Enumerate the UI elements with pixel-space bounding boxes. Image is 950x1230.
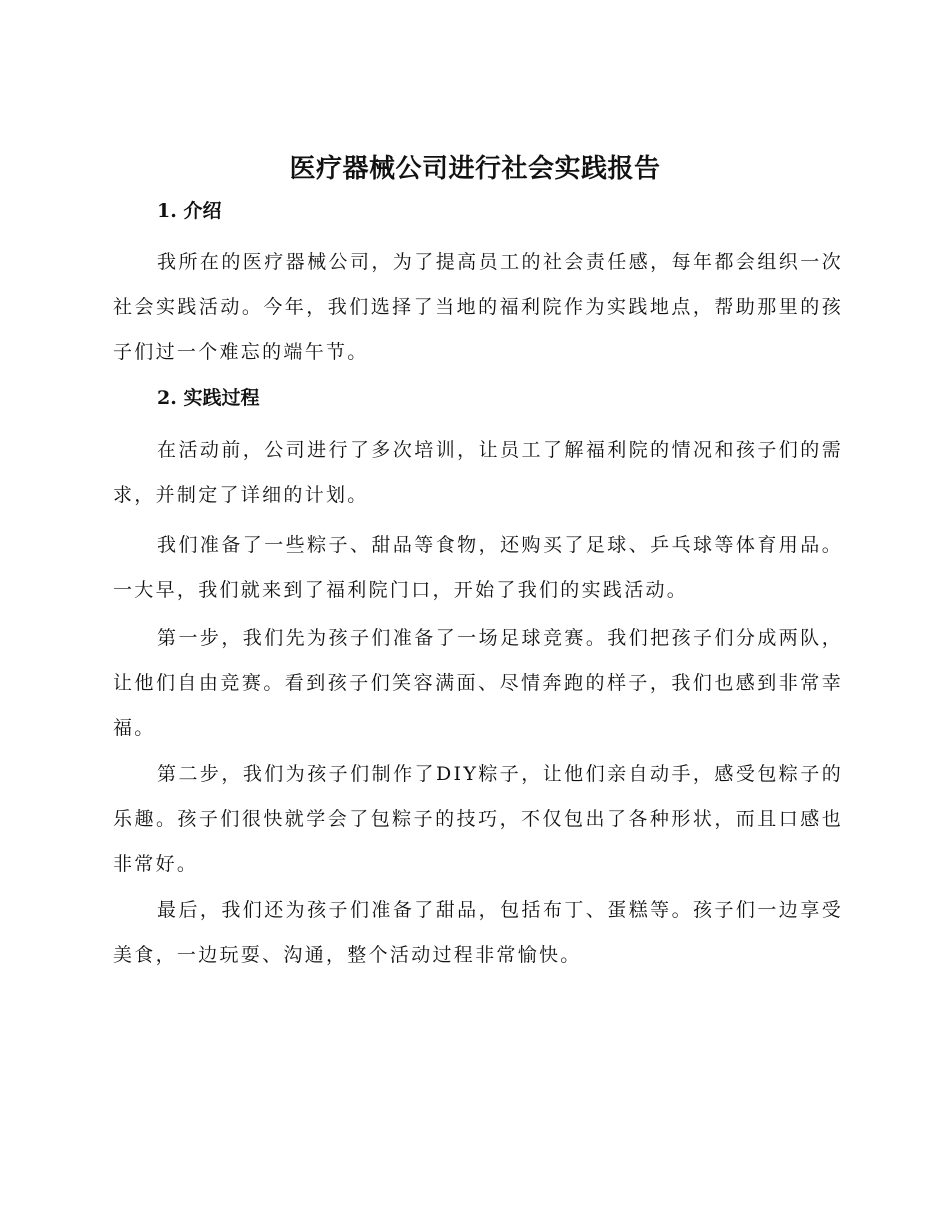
paragraph-training: 在活动前，公司进行了多次培训，让员工了解福利院的情况和孩子们的需求，并制定了详细的计划。 — [113, 439, 843, 506]
paragraph-step-one: 第一步，我们先为孩子们准备了一场足球竞赛。我们把孩子们分成两队，让他们自由竞赛。看到孩子们笑容满面、尽情奔跑的样子，我们也感到非常幸福。 — [113, 627, 843, 739]
section-heading-introduction: 1. 介绍 — [157, 200, 222, 222]
paragraph-finale: 最后，我们还为孩子们准备了甜品，包括布丁、蛋糕等。孩子们一边享受美食，一边玩耍、沟通，整个活动过程非常愉快。 — [113, 899, 843, 966]
document-title: 医疗器械公司进行社会实践报告 — [289, 154, 661, 184]
paragraph-introduction: 我所在的医疗器械公司，为了提高员工的社会责任感，每年都会组织一次社会实践活动。今年，我们选择了当地的福利院作为实践地点，帮助那里的孩子们过一个难忘的端午节。 — [113, 251, 843, 363]
paragraph-step-two: 第二步，我们为孩子们制作了DIY粽子，让他们亲自动手，感受包粽子的乐趣。孩子们很快就学会了包粽子的技巧，不仅包出了各种形状，而且口感也非常好。 — [113, 763, 843, 875]
paragraph-preparation: 我们准备了一些粽子、甜品等食物，还购买了足球、乒乓球等体育用品。一大早，我们就来到了福利院门口，开始了我们的实践活动。 — [113, 534, 843, 601]
section-heading-practice-process: 2. 实践过程 — [157, 387, 260, 409]
